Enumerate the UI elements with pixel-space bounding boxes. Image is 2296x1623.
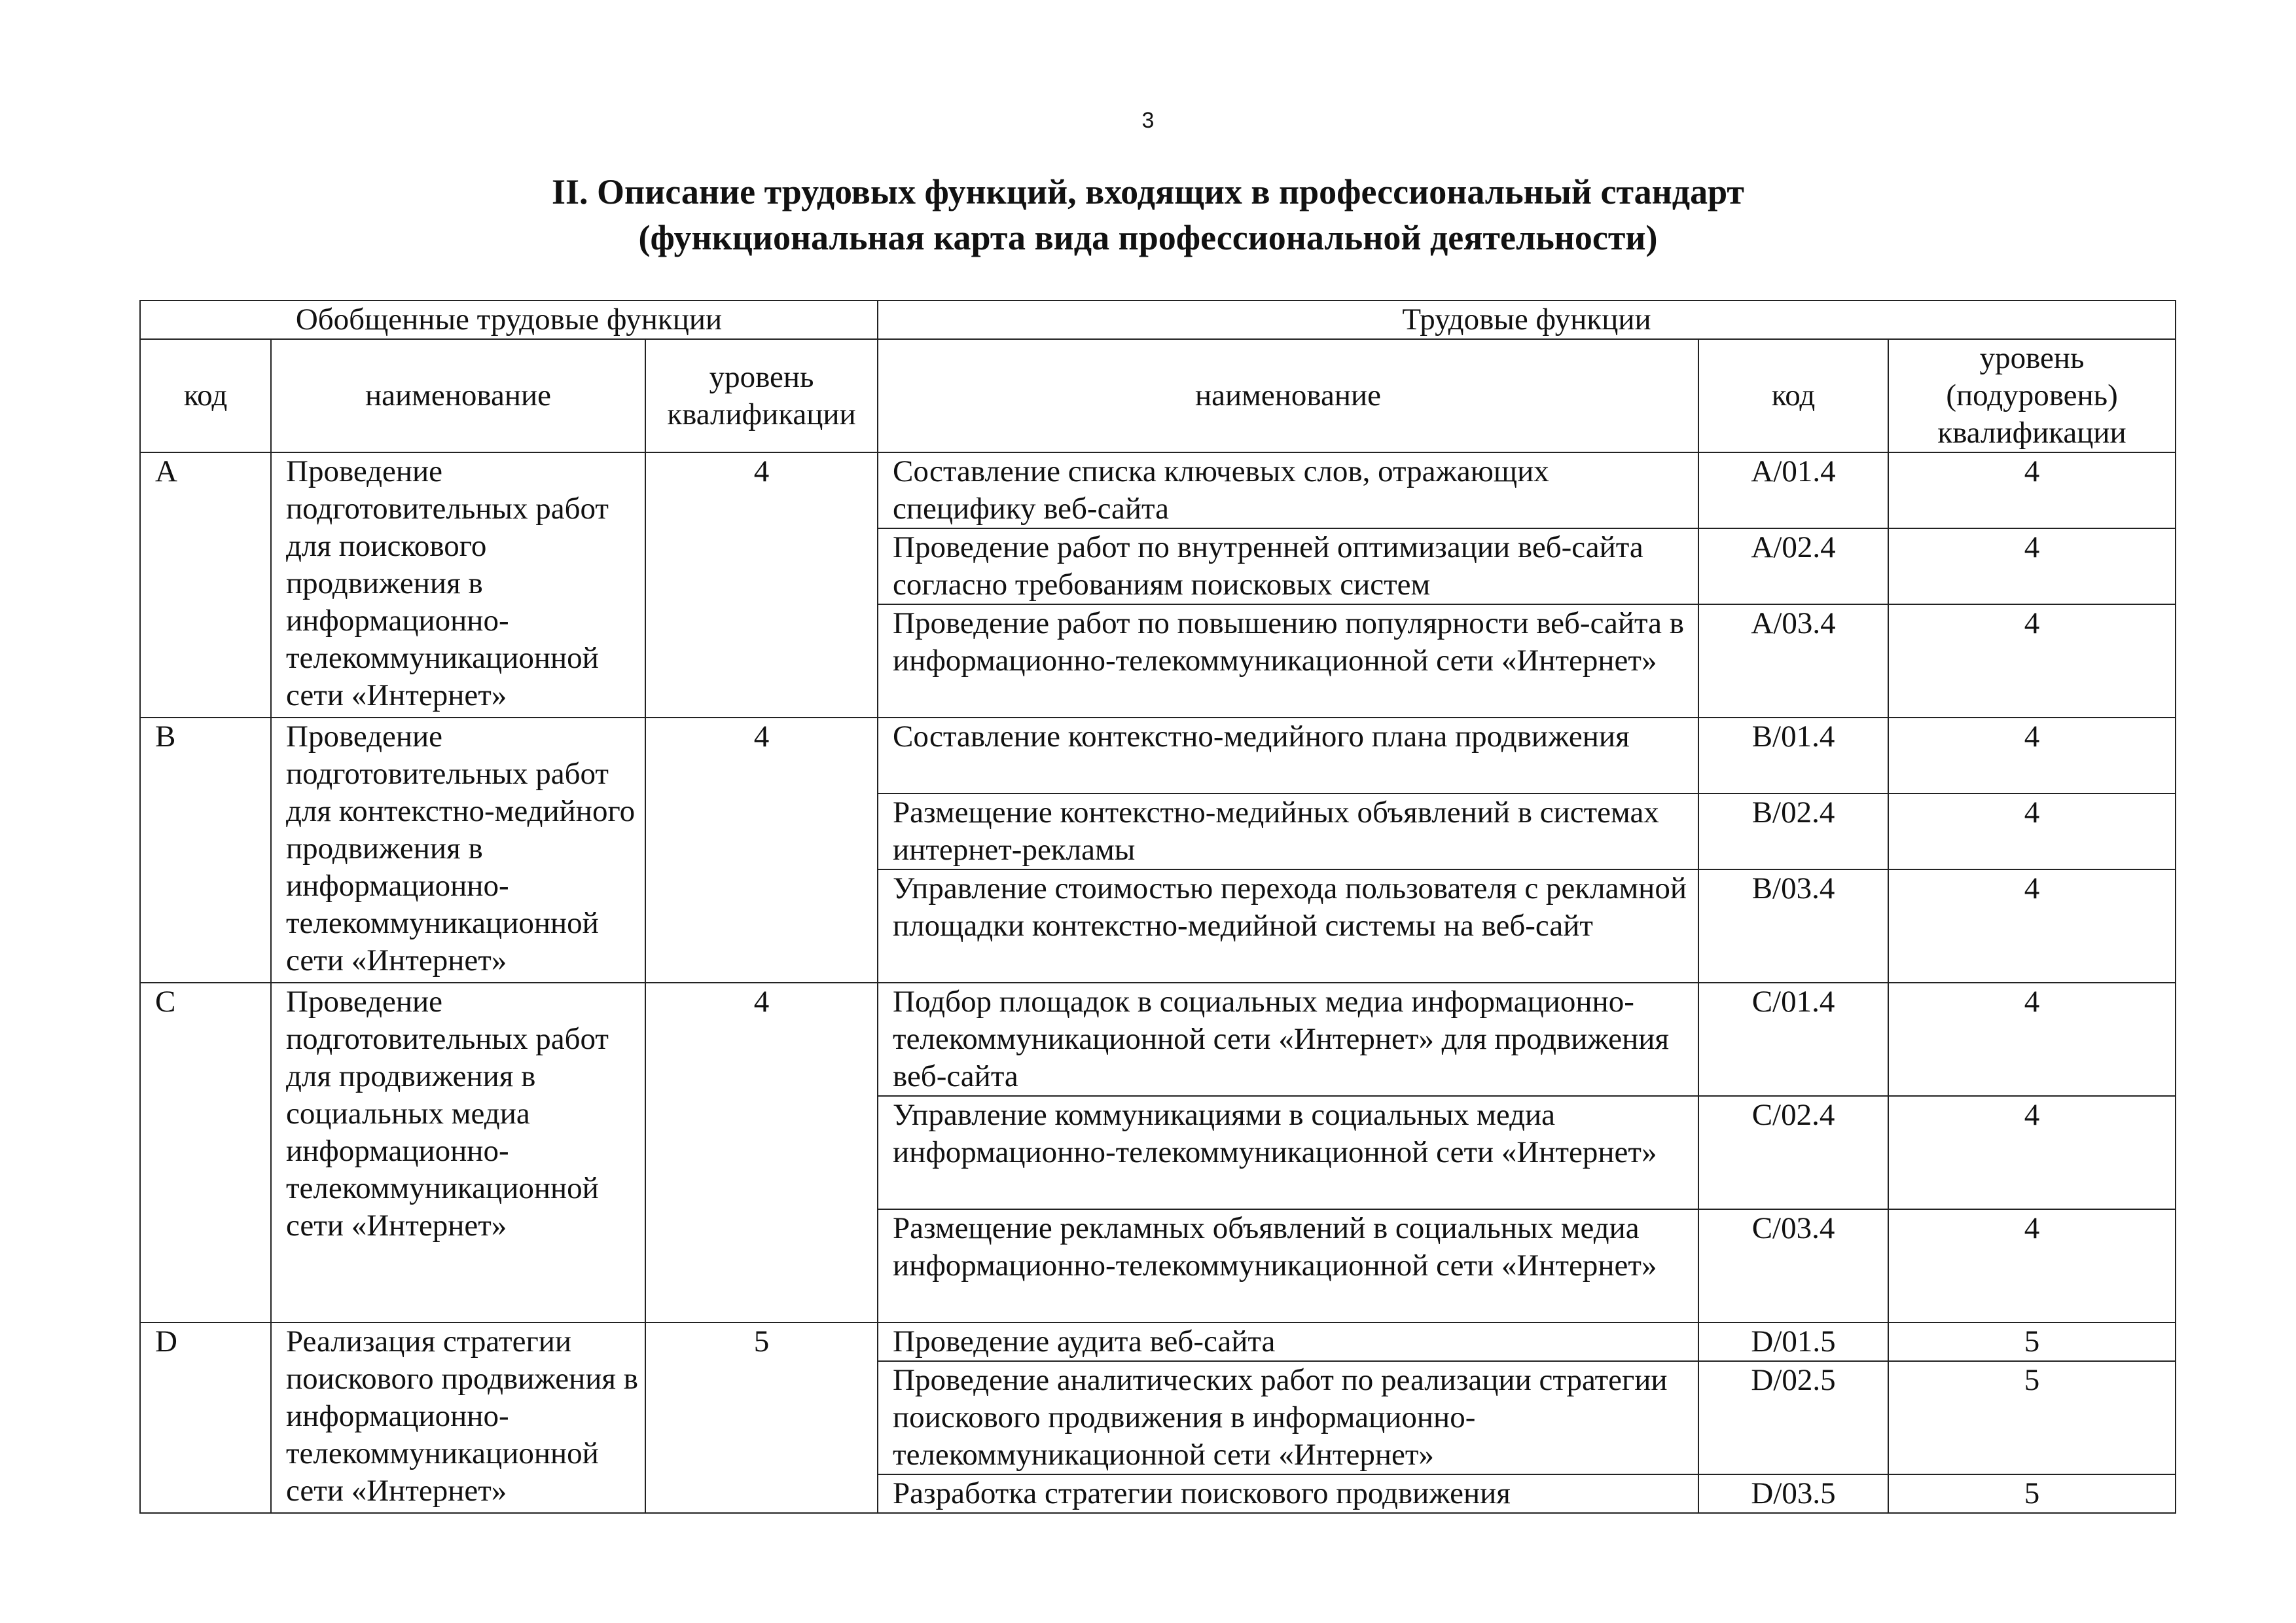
col-fn-name: наименование (878, 339, 1698, 452)
function-level: 4 (1888, 1209, 2176, 1322)
labor-functions-header: Трудовые функции (878, 301, 2176, 339)
function-name: Подбор площадок в социальных медиа информационно-телекоммуникационной сети «Интернет» для продвижения веб-сайта (878, 983, 1698, 1096)
function-code: B/01.4 (1698, 718, 1888, 793)
function-code: D/02.5 (1698, 1361, 1888, 1474)
title-line-1: II. Описание трудовых функций, входящих в профессиональный стандарт (552, 172, 1744, 211)
function-code: C/02.4 (1698, 1096, 1888, 1209)
col-fn-code: код (1698, 339, 1888, 452)
group-name: Проведение подготовительных работ для контекстно-медийного продвижения в информационно-телекоммуникационной сети «Интернет» (271, 718, 645, 983)
group-code: В (140, 718, 271, 983)
function-level: 5 (1888, 1474, 2176, 1513)
col-gen-name: наименование (271, 339, 645, 452)
function-code: A/02.4 (1698, 528, 1888, 604)
table-row (140, 1322, 2176, 1361)
group-level: 5 (645, 1322, 878, 1513)
function-code: B/03.4 (1698, 869, 1888, 983)
function-name: Проведение работ по внутренней оптимизации веб-сайта согласно требованиям поисковых систем (878, 528, 1698, 604)
function-level: 4 (1888, 793, 2176, 869)
function-name: Проведение аудита веб-сайта (878, 1322, 1698, 1361)
function-name: Управление коммуникациями в социальных медиа информационно-телекоммуникационной сети «Интернет» (878, 1096, 1698, 1209)
function-level: 4 (1888, 604, 2176, 718)
function-code: D/01.5 (1698, 1322, 1888, 1361)
function-name: Составление контекстно-медийного плана продвижения (878, 718, 1698, 793)
function-name: Размещение контекстно-медийных объявлений в системах интернет-рекламы (878, 793, 1698, 869)
function-code: D/03.5 (1698, 1474, 1888, 1513)
table-row (140, 983, 2176, 1096)
group-name: Проведение подготовительных работ для поискового продвижения в информационно-телекоммуникационной сети «Интернет» (271, 452, 645, 718)
table-row (140, 718, 2176, 793)
function-level: 4 (1888, 983, 2176, 1096)
group-code: А (140, 452, 271, 718)
function-code: A/03.4 (1698, 604, 1888, 718)
function-level: 4 (1888, 869, 2176, 983)
function-level: 4 (1888, 718, 2176, 793)
function-name: Размещение рекламных объявлений в социальных медиа информационно-телекоммуникационной сети «Интернет» (878, 1209, 1698, 1322)
group-level: 4 (645, 452, 878, 718)
group-level: 4 (645, 718, 878, 983)
function-level: 4 (1888, 528, 2176, 604)
table-group-header-row (140, 301, 2176, 339)
generalized-functions-header: Обобщенные трудовые функции (140, 301, 878, 339)
function-name: Проведение работ по повышению популярности веб-сайта в информационно-телекоммуникационной сети «Интернет» (878, 604, 1698, 718)
function-level: 5 (1888, 1361, 2176, 1474)
function-name: Разработка стратегии поискового продвижения (878, 1474, 1698, 1513)
function-name: Проведение аналитических работ по реализации стратегии поискового продвижения в информационно-телекоммуникационной сети «Интернет» (878, 1361, 1698, 1474)
page-number: 3 (1141, 108, 1155, 133)
function-level: 4 (1888, 452, 2176, 528)
function-code: A/01.4 (1698, 452, 1888, 528)
group-code: D (140, 1322, 271, 1513)
function-name: Составление списка ключевых слов, отражающих специфику веб-сайта (878, 452, 1698, 528)
page-title (0, 169, 2296, 261)
table-column-header-row (140, 339, 2176, 452)
group-name: Реализация стратегии поискового продвижения в информационно-телекоммуникационной сети «Интернет» (271, 1322, 645, 1513)
group-name: Проведение подготовительных работ для продвижения в социальных медиа информационно-телекоммуникационной сети «Интернет» (271, 983, 645, 1322)
functional-map-table (139, 300, 2176, 1514)
function-name: Управление стоимостью перехода пользователя с рекламной площадки контекстно-медийной системы на веб-сайт (878, 869, 1698, 983)
function-code: C/03.4 (1698, 1209, 1888, 1322)
table-row (140, 452, 2176, 528)
col-gen-level: уровень квалификации (645, 339, 878, 452)
function-code: C/01.4 (1698, 983, 1888, 1096)
col-fn-level: уровень (подуровень) квалификации (1888, 339, 2176, 452)
title-line-2: (функциональная карта вида профессиональной деятельности) (638, 218, 1658, 257)
group-code: С (140, 983, 271, 1322)
group-level: 4 (645, 983, 878, 1322)
function-level: 5 (1888, 1322, 2176, 1361)
function-level: 4 (1888, 1096, 2176, 1209)
function-code: B/02.4 (1698, 793, 1888, 869)
col-gen-code: код (140, 339, 271, 452)
